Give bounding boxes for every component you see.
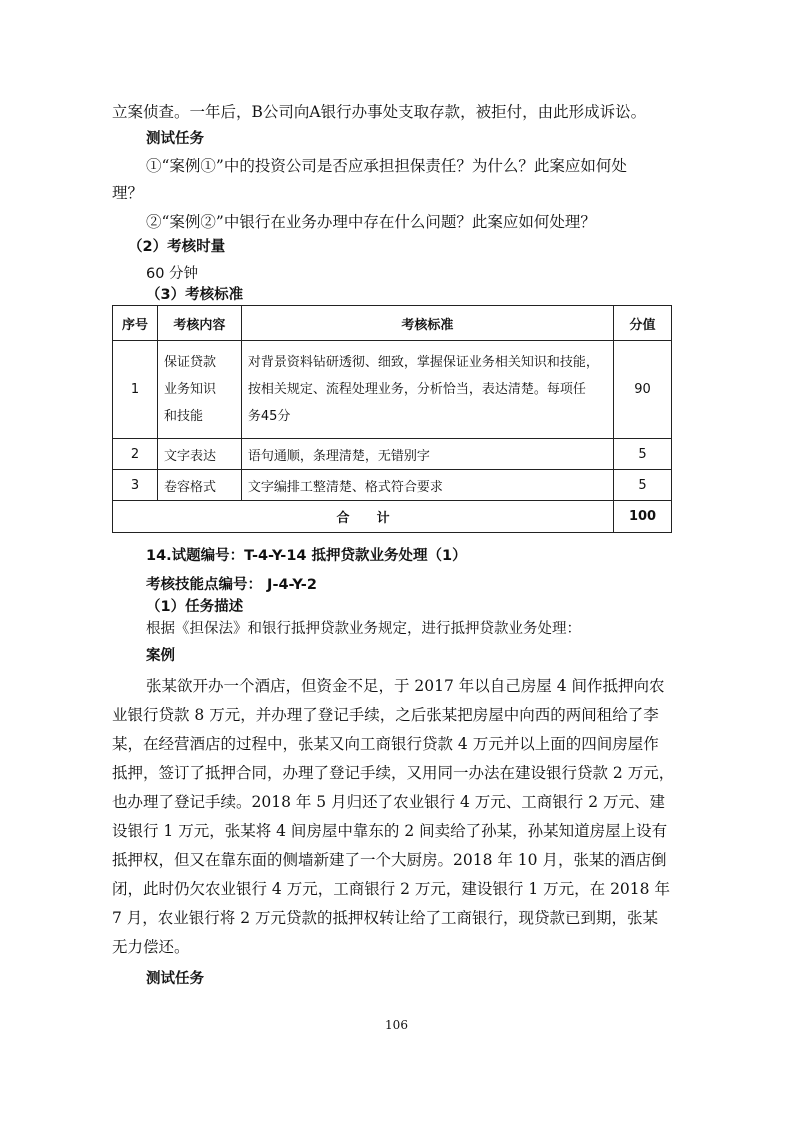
standard-line: 按相关规定、流程处理业务，分析恰当，表达清楚。每项任 [247, 382, 586, 397]
case-heading: 案例 [146, 648, 175, 664]
row-standard [241, 341, 613, 439]
test-task-heading: 测试任务 [146, 131, 204, 147]
row-content: 文字表达 [157, 439, 241, 470]
task-desc: 根据《担保法》和银行抵押贷款业务规定，进行抵押贷款业务处理： [146, 621, 581, 637]
test-task-heading: 测试任务 [146, 971, 204, 987]
table-row [113, 341, 672, 439]
row-number: 2 [113, 439, 158, 470]
question-2: ②“案例②”中银行在业务办理中存在什么问题？此案应如何处理？ [146, 213, 596, 231]
header-cell: 序号 [113, 306, 158, 341]
row-score: 90 [614, 341, 672, 439]
standard-heading: （3）考核标准 [146, 287, 244, 303]
case-line: 设银行 1 万元，张某将 4 间房屋中靠东的 2 间卖给了孙某，孙某知道房屋上设有 [112, 822, 668, 840]
page-number: 106 [385, 1018, 408, 1032]
paragraph-line: 立案侦查。一年后，B公司向A银行办事处支取存款，被拒付，由此形成诉讼。 [112, 103, 647, 121]
standard-line: 务45分 [247, 409, 291, 424]
case-line: 7 月，农业银行将 2 万元贷款的抵押权转让给了工商银行，现贷款已到期，张某 [112, 909, 659, 927]
header-cell: 考核标准 [241, 306, 613, 341]
row-number: 1 [113, 341, 158, 439]
skill-point: 考核技能点编号： J-4-Y-2 [146, 577, 317, 593]
section-title: 14.试题编号：T-4-Y-14 抵押贷款业务处理（1） [146, 548, 467, 564]
row-score: 5 [614, 439, 672, 470]
case-line: 抵押，签订了抵押合同，办理了登记手续，又用同一办法在建设银行贷款 2 万元， [112, 764, 675, 782]
content-line: 和技能 [163, 409, 203, 424]
row-number: 3 [113, 470, 158, 501]
content-line: 业务知识 [163, 382, 216, 397]
table-total-row [113, 501, 672, 533]
row-content [157, 341, 241, 439]
row-standard: 语句通顺，条理清楚，无错别字 [241, 439, 613, 470]
case-line: 抵押权，但又在靠东面的侧墙新建了一个大厨房。2018 年 10 月，张某的酒店倒 [112, 851, 667, 869]
question-1-line: 理？ [112, 184, 144, 202]
row-standard: 文字编排工整清楚、格式符合要求 [241, 470, 613, 501]
row-score: 5 [614, 470, 672, 501]
case-line: 业银行贷款 8 万元，并办理了登记手续，之后张某把房屋中向西的两间租给了李 [112, 706, 659, 724]
exam-time-value: 60 分钟 [146, 266, 199, 282]
grading-table [112, 305, 672, 533]
table-row [113, 439, 672, 470]
case-line: 某，在经营酒店的过程中，张某又向工商银行贷款 4 万元并以上面的四间房屋作 [112, 735, 659, 753]
case-line: 闭，此时仍欠农业银行 4 万元，工商银行 2 万元，建设银行 1 万元，在 2018 年 [112, 880, 670, 898]
case-line: 也办理了登记手续。2018 年 5 月归还了农业银行 4 万元、工商银行 2 万元、建 [112, 793, 666, 811]
content-line: 保证贷款 [163, 355, 216, 370]
header-cell: 分值 [614, 306, 672, 341]
case-line: 无力偿还。 [112, 938, 190, 956]
table-header-row [113, 306, 672, 341]
standard-line: 对背景资料钻研透彻、细致，掌握保证业务相关知识和技能， [247, 355, 599, 370]
table-row [113, 470, 672, 501]
total-score: 100 [614, 501, 672, 533]
total-label: 合 计 [113, 501, 614, 533]
header-cell: 考核内容 [157, 306, 241, 341]
question-1-line: ①“案例①”中的投资公司是否应承担担保责任？为什么？此案应如何处 [146, 157, 627, 175]
case-line: 张某欲开办一个酒店，但资金不足，于 2017 年以自己房屋 4 间作抵押向农 [146, 677, 665, 695]
task-desc-heading: （1）任务描述 [146, 599, 244, 615]
row-content: 卷容格式 [157, 470, 241, 501]
exam-time-heading: （2）考核时量 [128, 239, 226, 255]
